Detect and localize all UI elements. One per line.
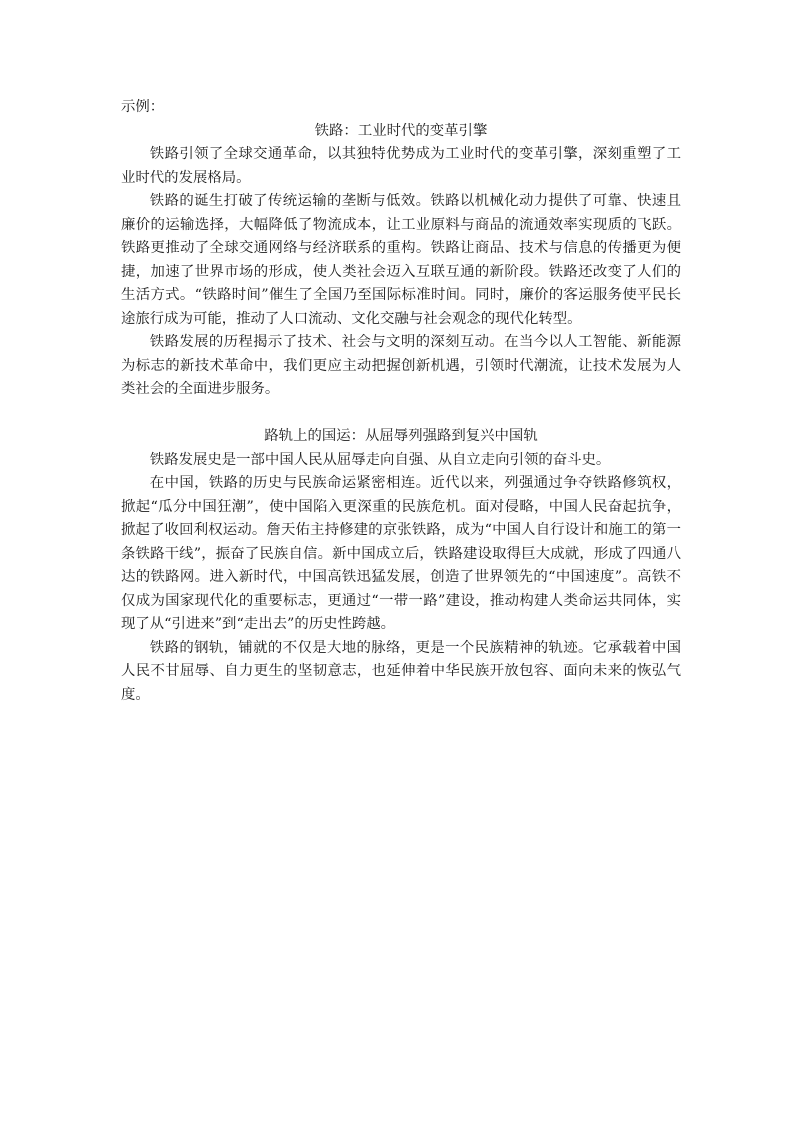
essay-title-1: 铁路：工业时代的变革引擎 bbox=[314, 122, 488, 139]
essay-section-1 bbox=[121, 120, 681, 402]
essay-1-paragraph-3: 铁路发展的历程揭示了技术、社会与文明的深刻互动。在当今以人工智能、新能源为标志的新技术革命中，我们更应主动把握创新机遇，引领时代潮流，让技术发展为人类社会的全面进步服务。 bbox=[121, 334, 681, 397]
essay-1-paragraph-1: 铁路引领了全球交通革命，以其独特优势成为工业时代的变革引擎，深刻重塑了工业时代的发展格局。 bbox=[121, 146, 681, 186]
essay-section-2 bbox=[121, 425, 681, 707]
essay-1-paragraph-2: 铁路的诞生打破了传统运输的垄断与低效。铁路以机械化动力提供了可靠、快速且廉价的运输选择，大幅降低了物流成本，让工业原料与商品的流通效率实现质的飞跃。铁路更推动了全球交通网络与经济联系的重构。铁路让商品、技术与信息的传播更为便捷，加速了世界市场的形成，使人类社会迈入互联互通的新阶段。铁路还改变了人们的生活方式。“铁路时间”催生了全国乃至国际标准时间。同时，廉价的客运服务使平民长途旅行成为可能，推动了人口流动、文化交融与社会观念的现代化转型。 bbox=[121, 193, 681, 327]
essay-2-paragraph-2: 在中国，铁路的历史与民族命运紧密相连。近代以来，列强通过争夺铁路修筑权，掀起“瓜分中国狂潮”，使中国陷入更深重的民族危机。面对侵略，中国人民奋起抗争，掀起了收回利权运动。詹天佑主持修建的京张铁路，成为“中国人自行设计和施工的第一条铁路干线”，振奋了民族自信。新中国成立后，铁路建设取得巨大成就，形成了四通八达的铁路网。进入新时代，中国高铁迅猛发展，创造了世界领先的“中国速度”。高铁不仅成为国家现代化的重要标志，更通过“一带一路”建设，推动构建人类命运共同体，实现了从“引进来”到“走出去”的历史性跨越。 bbox=[121, 475, 681, 632]
document-body bbox=[121, 96, 681, 707]
essay-title-2: 路轨上的国运：从屈辱列强路到复兴中国轨 bbox=[264, 428, 538, 444]
example-label: 示例： bbox=[121, 99, 165, 115]
essay-2-paragraph-1: 铁路发展史是一部中国人民从屈辱走向自强、从自立走向引领的奋斗史。 bbox=[149, 451, 611, 468]
essay-2-paragraph-3: 铁路的钢轨，铺就的不仅是大地的脉络，更是一个民族精神的轨迹。它承载着中国人民不甘屈辱、自力更生的坚韧意志，也延伸着中华民族开放包容、面向未来的恢弘气度。 bbox=[121, 639, 681, 703]
